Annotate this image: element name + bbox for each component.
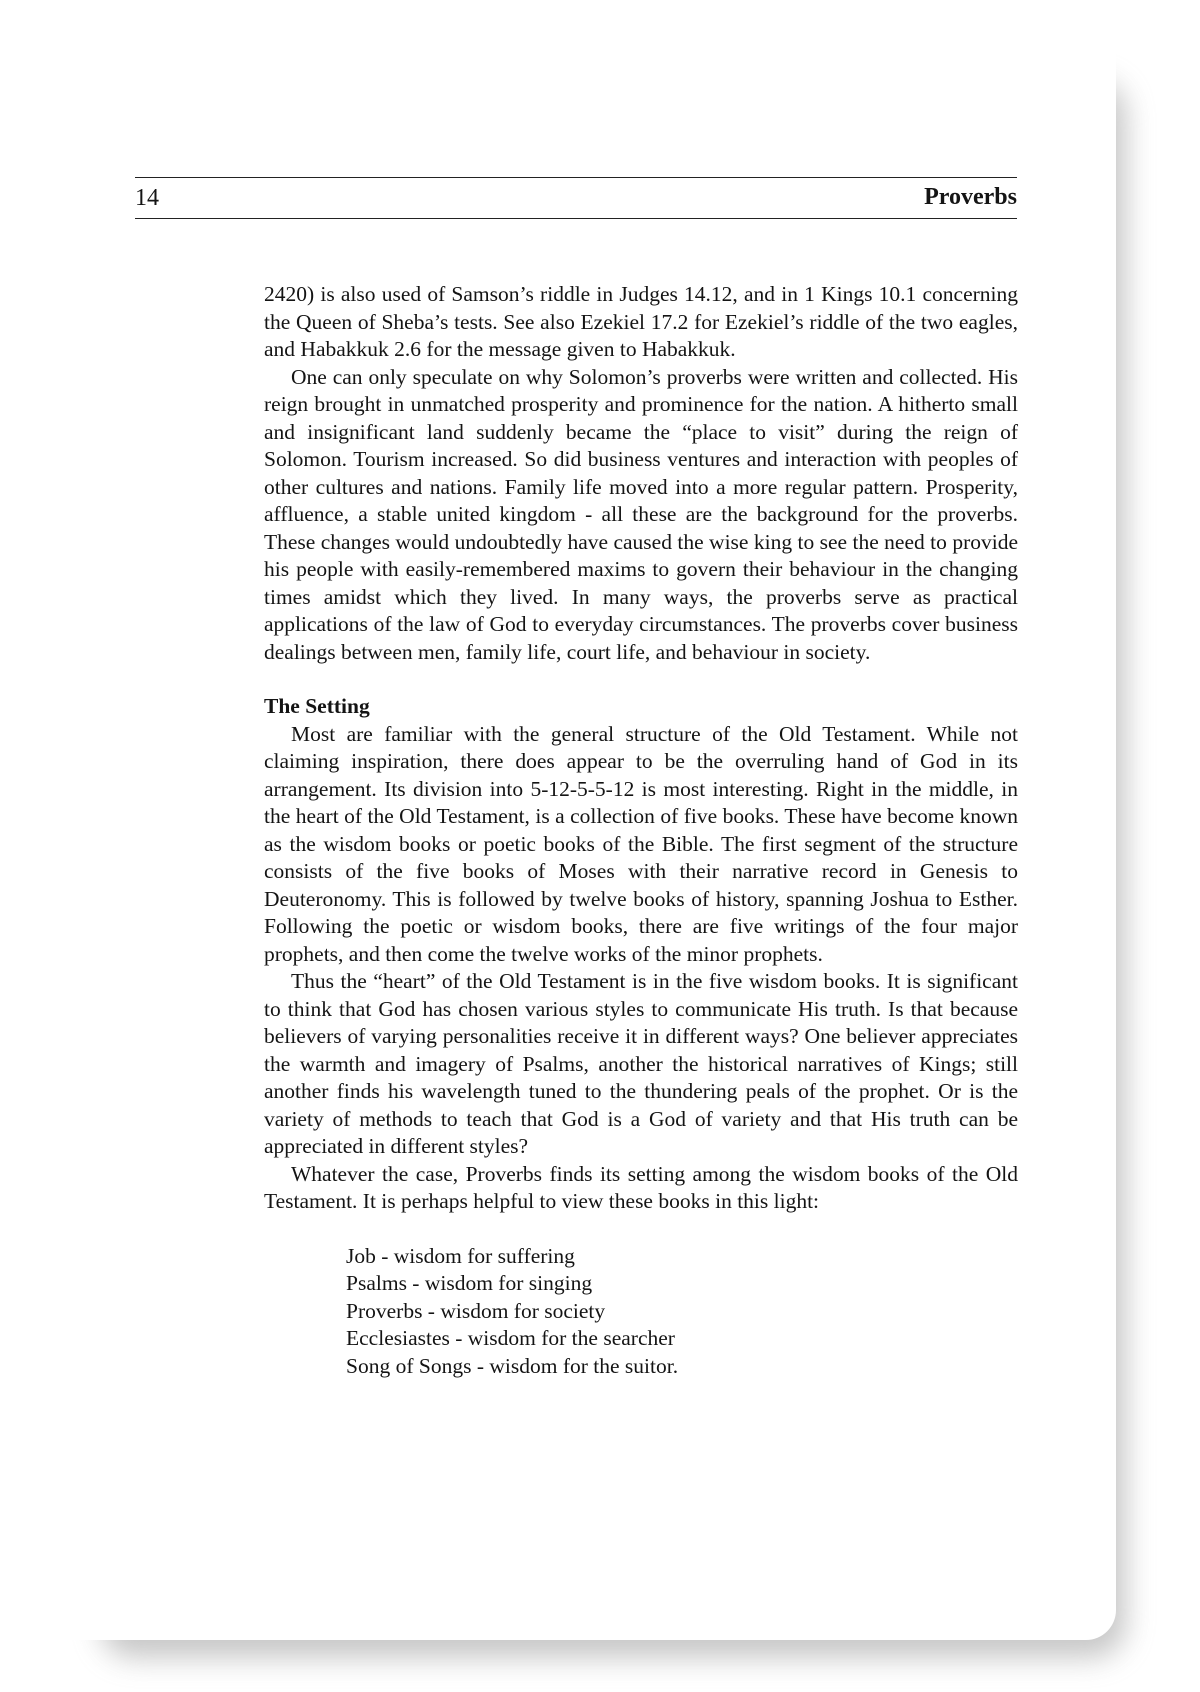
body-text (264, 281, 1018, 1380)
running-header (135, 177, 1017, 219)
page-number: 14 (135, 185, 159, 211)
list-item: Proverbs - wisdom for society (346, 1298, 606, 1323)
paragraph-solomon-proverbs: One can only speculate on why Solomon’s proverbs were written and collected. His reign brought in unmatched prosperity and prominence for the nation. A hitherto small and insignificant land suddenly became the “place to visit” during the reign of Solomon. Tourism increased. So did business ventures and interaction with peoples of other cultures and nations. Family life moved into a more regular pattern. Prosperity, affluence, a stable united kingdom - all these are the background for the proverbs. These changes would undoubtedly have caused the wise king to see the need to provide his people with easily-remembered maxims to govern their behaviour in the changing times amidst which they lived. In many ways, the proverbs serve as practical applications of the law of God to everyday circumstances. The proverbs cover business dealings between men, family life, court life, and behaviour in society. (264, 364, 1018, 664)
list-item: Psalms - wisdom for singing (346, 1271, 593, 1295)
list-item: Job - wisdom for suffering (346, 1243, 575, 1268)
list-item: Song of Songs - wisdom for the suitor. (346, 1353, 679, 1378)
paragraph-ot-structure: Most are familiar with the general structure of the Old Testament. While not claiming inspiration, there does appear to be the overruling hand of God in its arrangement. Its division into 5-12-5-5-12 is most interesting. Right in the middle, in the heart of the Old Testament, is a collection of five books. These have become known as the wisdom books or poetic books of the Bible. The first segment of the structure consists of the five books of Moses with their narrative record in Genesis to Deuteronomy. This is followed by twelve books of history, spanning Joshua to Esther. Following the poetic or wisdom books, there are five writings of the four major prophets, and then come the twelve works of the minor prophets. (264, 721, 1018, 966)
list-item: Ecclesiastes - wisdom for the searcher (346, 1326, 675, 1350)
paragraph-heart-of-ot: Thus the “heart” of the Old Testament is in the five wisdom books. It is significant to think that God has chosen various styles to communicate His truth. Is that because believers of varying personalities receive it in different ways? One believer appreciates the warmth and imagery of Psalms, another the historical narratives of Kings; still another finds his wavelength tuned to the thundering peals of the prophet. Or is the variety of methods to teach that God is a God of variety and that His truth can be appreciated in different styles? (264, 969, 1018, 1158)
section-heading: The Setting (264, 694, 370, 718)
running-title: Proverbs (924, 184, 1017, 210)
paragraph-setting-intro: Whatever the case, Proverbs finds its setting among the wisdom books of the Old Testament. It is perhaps helpful to view these books in this light: (264, 1161, 1018, 1213)
paragraph-continuation: 2420) is also used of Samson’s riddle in Judges 14.12, and in 1 Kings 10.1 concerning the Queen of Sheba’s tests. See also Ezekiel 17.2 for Ezekiel’s riddle of the two eagles, and Habakkuk 2.6 for the message given to Habakkuk. (264, 282, 1018, 361)
wisdom-books-list (346, 1243, 1018, 1381)
